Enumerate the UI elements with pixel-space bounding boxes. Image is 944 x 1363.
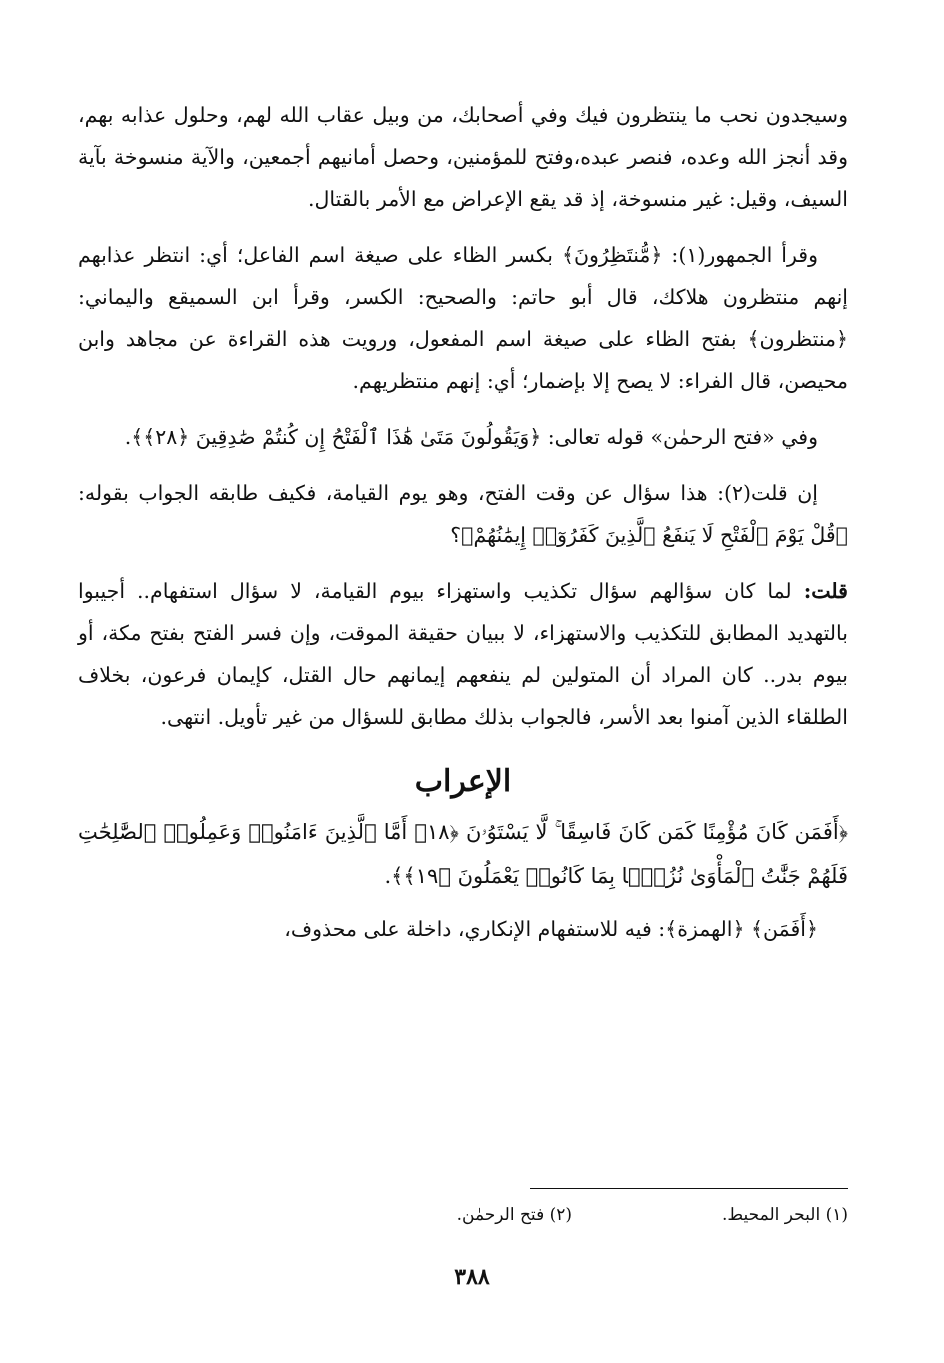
qult-label: قلت: [803,579,848,603]
page-number: ٣٨٨ [454,1264,490,1290]
footnote-1: (١) البحر المحيط. [722,1205,848,1225]
paragraph-3 [78,416,848,458]
quran-verse: ﴿أَفَمَن كَانَ مُؤْمِنًا كَمَن كَانَ فَاسِقًا ۚ لَّا يَسْتَوُۥنَ ﴿١٨﴾ أَمَّا ٱلَّذِينَ ءَامَنُوا۟ وَعَمِلُوا۟ ٱلصَّٰلِحَٰتِ فَلَهُمْ جَنَّٰتُ ٱلْمَأْوَىٰ نُزُلًۢا بِمَا كَانُوا۟ يَعْمَلُونَ ﴿١٩﴾﴾. [78,820,848,888]
paragraph-5 [78,570,848,738]
paragraph-text: وسيجدون نحب ما ينتظرون فيك وفي أصحابك، من وبيل عقاب الله لهم، وحلول عذابه بهم، وقد أنجز الله وعده، فنصر عبده،وفتح للمؤمنين، وحصل أمانيهم أجمعين، والآية منسوخة بآية السيف، وقيل: غير منسوخة، إذ قد يقع الإعراض مع الأمر بالقتال. [78,103,848,211]
paragraph-1 [78,94,848,220]
paragraph-text: ﴿أَفَمَن﴾ ﴿الهمزة﴾: فيه للاستفهام الإنكاري، داخلة على محذوف، [284,917,818,941]
page-body [78,94,848,964]
paragraph-text: وفي «فتح الرحمٰن» قوله تعالى: ﴿وَيَقُولُونَ مَتَىٰ هَٰذَا ٱلْفَتْحُ إِن كُنتُمْ صَٰدِقِينَ ﴿٢٨﴾﴾. [124,425,818,449]
footnote-2: (٢) فتح الرحمٰن. [456,1205,573,1225]
paragraph-text [78,570,848,738]
section-heading: الإعراب [414,764,512,799]
paragraph-5-body: لما كان سؤالهم سؤال تكذيب واستهزاء بيوم القيامة، لا سؤال استفهام.. أجيبوا بالتهديد المطابق للتكذيب والاستهزاء، لا ببيان حقيقة الموقت، وإن فسر الفتح بفتح مكة، أو بيوم بدر.. كان المراد أن المتولين لم ينفعهم إيمانهم حال القتل، كإيمان فرعون، بخلاف الطلقاء الذين آمنوا بعد الأسر، فالجواب بذلك مطابق للسؤال من غير تأويل. انتهى. [78,579,848,729]
paragraph-4 [78,472,848,556]
paragraph-text: وقرأ الجمهور(١): ﴿مُّنتَظِرُونَ﴾ بكسر الظاء على صيغة اسم الفاعل؛ أي: انتظر عذابهم إنهم منتظرون هلاكك، قال أبو حاتم: والصحيح: الكسر، وقرأ ابن السميقع واليماني: ﴿منتظرون﴾ بفتح الظاء على صيغة اسم المفعول، ورويت هذه القراءة عن مجاهد وابن محيصن، قال الفراء: لا يصح إلا بإضمار؛ أي: إنهم منتظريهم. [78,243,848,393]
paragraph-text: إن قلت(٢): هذا سؤال عن وقت الفتح، وهو يوم القيامة، فكيف طابقه الجواب بقوله: ﴿قُلْ يَوْمَ ٱلْفَتْحِ لَا يَنفَعُ ٱلَّذِينَ كَفَرُوٓا۟ إِيمَٰنُهُمْ﴾؟ [78,481,848,547]
footnotes [288,1200,848,1230]
paragraph-2 [78,234,848,402]
footnote-divider [530,1188,848,1189]
paragraph-6 [78,908,848,950]
